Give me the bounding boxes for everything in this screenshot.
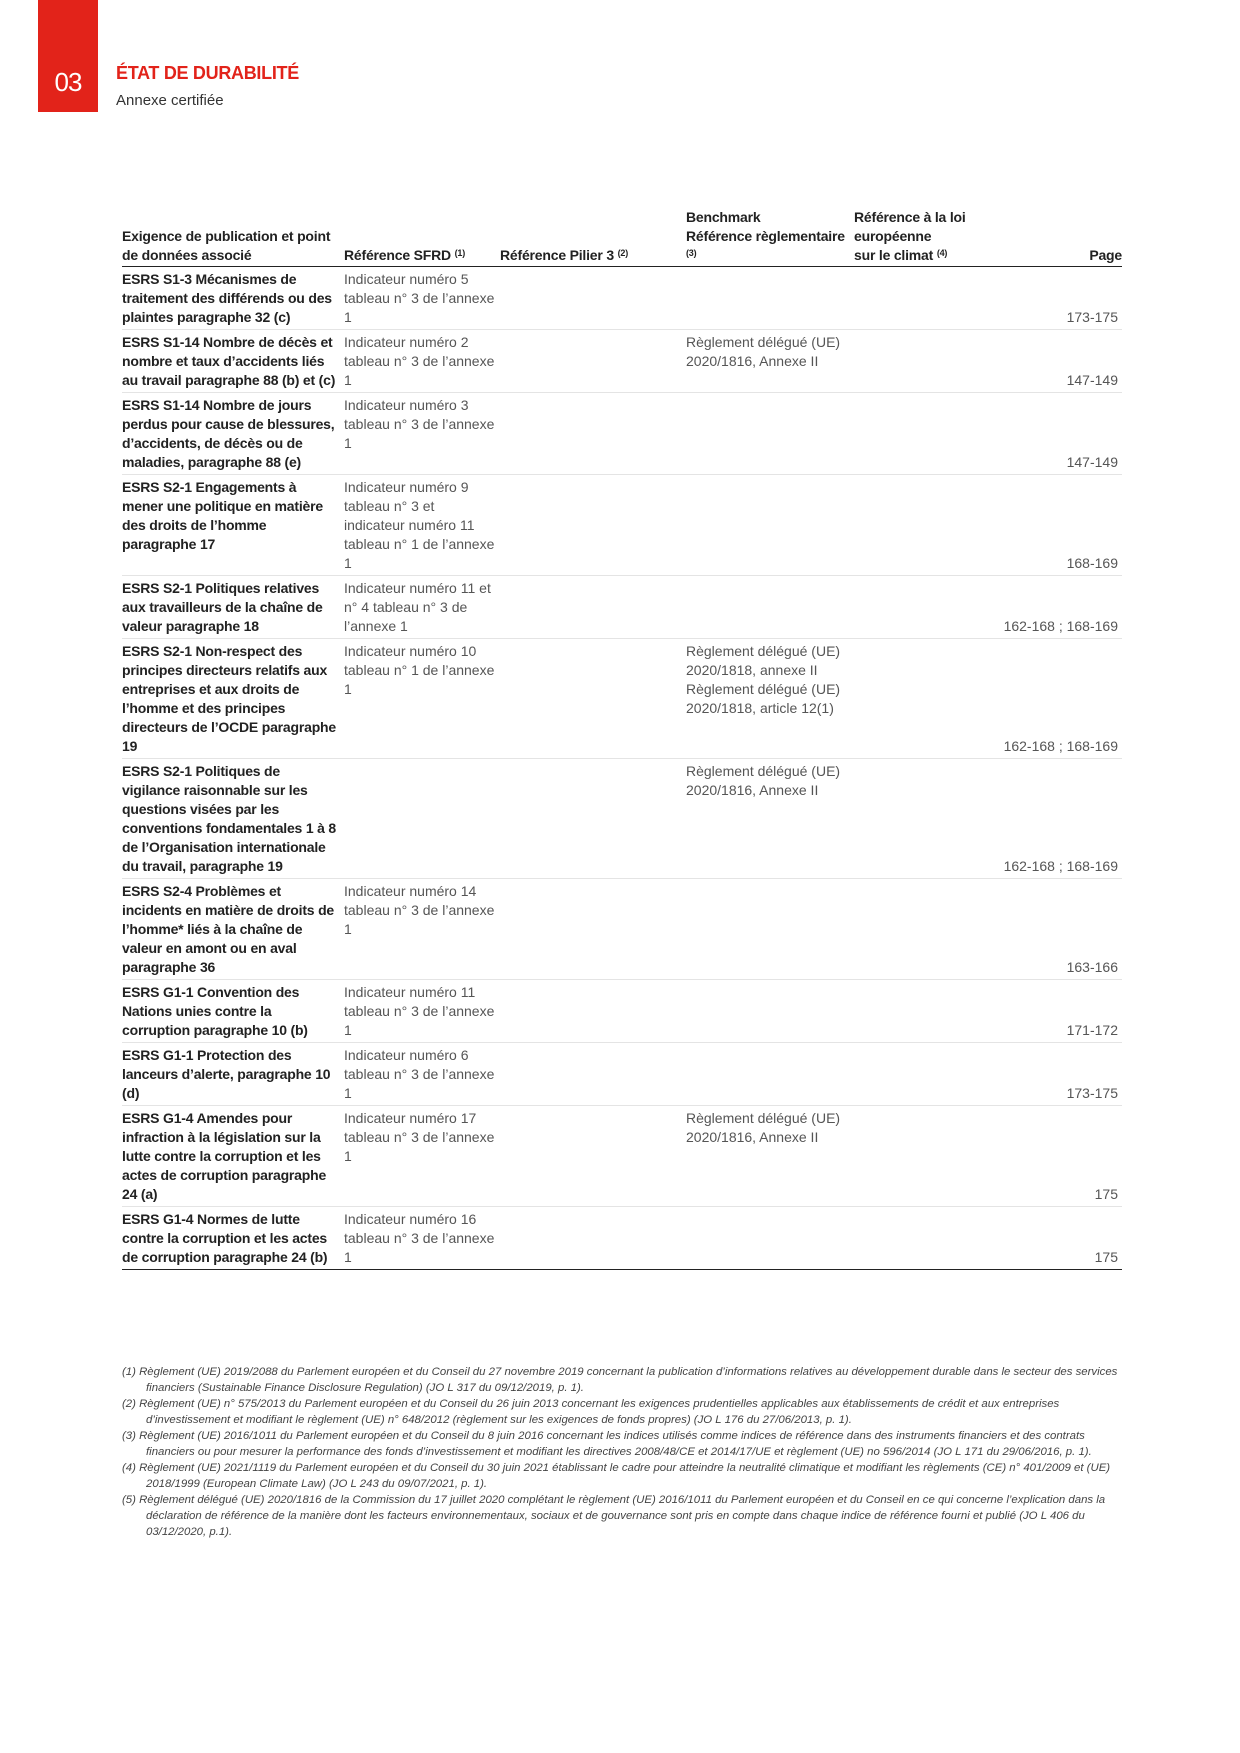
cell-requirement: ESRS S1-14 Nombre de jours perdus pour cause de blessures, d’accidents, de décès ou de maladies, paragraphe 88 (e) <box>122 393 344 475</box>
table-row <box>122 639 1122 759</box>
cell-sfrd: Indicateur numéro 11 et n° 4 tableau n° 3 de l’annexe 1 <box>344 576 500 639</box>
cell-climate <box>854 759 994 879</box>
cell-benchmark <box>686 267 854 330</box>
cell-climate <box>854 639 994 759</box>
cell-sfrd: Indicateur numéro 10 tableau n° 1 de l’annexe 1 <box>344 639 500 759</box>
cell-climate <box>854 393 994 475</box>
cell-sfrd: Indicateur numéro 9 tableau n° 3 et indicateur numéro 11 tableau n° 1 de l’annexe 1 <box>344 475 500 576</box>
footnote: (4) Règlement (UE) 2021/1119 du Parlement européen et du Conseil du 30 juin 2021 établissant le cadre pour atteindre la neutralité climatique et modifiant les règlements (CE) n° 401/2009 et (UE) 2018/1999 (European Climate Law) (JO L 243 du 09/07/2021, p. 1). <box>122 1462 1111 1490</box>
cell-sfrd: Indicateur numéro 3 tableau n° 3 de l’annexe 1 <box>344 393 500 475</box>
header-sfrd-note: (1) <box>454 248 466 258</box>
cell-climate <box>854 1043 994 1106</box>
section-title: ÉTAT DE DURABILITÉ <box>116 63 299 83</box>
footnote: (3) Règlement (UE) 2016/1011 du Parlement européen et du Conseil du 8 juin 2016 concernant les indices utilisés comme indices de référence dans des instruments financiers et des contrats financiers ou pour mesurer la performance des fonds d’investissement et modifiant les directives 2008/48/CE et 2014/17/UE et règlement (UE) no 596/2014 (JO L 171 du 29/06/2016, p. 1). <box>122 1430 1092 1458</box>
cell-benchmark <box>686 980 854 1043</box>
cell-requirement: ESRS S1-3 Mécanismes de traitement des différends ou des plaintes paragraphe 32 (c) <box>122 267 344 330</box>
cell-climate <box>854 330 994 393</box>
table-row <box>122 393 1122 475</box>
cell-benchmark <box>686 879 854 980</box>
cell-page: 175 <box>994 1207 1122 1270</box>
cell-pillar3 <box>500 759 686 879</box>
table-row <box>122 330 1122 393</box>
footnotes <box>122 1364 1122 1540</box>
cell-pillar3 <box>500 1207 686 1270</box>
cell-requirement: ESRS S2-1 Politiques de vigilance raisonnable sur les questions visées par les conventions fondamentales 1 à 8 de l’Organisation internationale du travail, paragraphe 19 <box>122 759 344 879</box>
cell-page: 163-166 <box>994 879 1122 980</box>
cell-benchmark: Règlement délégué (UE) 2020/1816, Annexe II <box>686 1106 854 1207</box>
section-tab <box>38 0 98 112</box>
cell-benchmark <box>686 1207 854 1270</box>
cell-requirement: ESRS S2-4 Problèmes et incidents en matière de droits de l’homme* liés à la chaîne de valeur en amont ou en aval paragraphe 36 <box>122 879 344 980</box>
footnote: (1) Règlement (UE) 2019/2088 du Parlement européen et du Conseil du 27 novembre 2019 concernant la publication d’informations relatives au développement durable dans le secteur des services financiers (Sustainable Finance Disclosure Regulation) (JO L 317 du 09/12/2019, p. 1). <box>122 1366 1118 1394</box>
cell-requirement: ESRS S2-1 Politiques relatives aux travailleurs de la chaîne de valeur paragraphe 18 <box>122 576 344 639</box>
header-pillar3: Référence Pilier 3 $^{(2)}$ <box>500 208 686 267</box>
cell-sfrd: Indicateur numéro 5 tableau n° 3 de l’annexe 1 <box>344 267 500 330</box>
section-number: 03 <box>54 67 82 97</box>
footnote: (2) Règlement (UE) n° 575/2013 du Parlement européen et du Conseil du 26 juin 2013 concernant les exigences prudentielles applicables aux établissements de crédit et aux entreprises d’investissement et modifiant le règlement (UE) n° 648/2012 (règlement sur les exigences de fonds propres) (JO L 176 du 27/06/2013, p. 1). <box>122 1398 1060 1426</box>
cell-pillar3 <box>500 879 686 980</box>
cell-benchmark <box>686 475 854 576</box>
cell-pillar3 <box>500 475 686 576</box>
cell-requirement: ESRS G1-1 Convention des Nations unies contre la corruption paragraphe 10 (b) <box>122 980 344 1043</box>
cell-climate <box>854 879 994 980</box>
cell-benchmark <box>686 576 854 639</box>
cell-requirement: ESRS S2-1 Engagements à mener une politique en matière des droits de l’homme paragraphe 17 <box>122 475 344 576</box>
cell-climate <box>854 475 994 576</box>
table-row <box>122 1106 1122 1207</box>
header-benchmark-note: (3) <box>686 248 697 258</box>
table-row <box>122 759 1122 879</box>
table-row <box>122 576 1122 639</box>
header-page: Page <box>994 208 1122 267</box>
cell-pillar3 <box>500 393 686 475</box>
cell-pillar3 <box>500 267 686 330</box>
cell-climate <box>854 576 994 639</box>
cell-page: 162-168 ; 168-169 <box>994 759 1122 879</box>
cell-sfrd: Indicateur numéro 14 tableau n° 3 de l’annexe 1 <box>344 879 500 980</box>
cell-requirement: ESRS G1-4 Amendes pour infraction à la législation sur la lutte contre la corruption et les actes de corruption paragraphe 24 (a) <box>122 1106 344 1207</box>
cell-sfrd: Indicateur numéro 16 tableau n° 3 de l’annexe 1 <box>344 1207 500 1270</box>
data-points-table <box>122 208 1122 1270</box>
cell-pillar3 <box>500 1106 686 1207</box>
cell-requirement: ESRS G1-1 Protection des lanceurs d’alerte, paragraphe 10 (d) <box>122 1043 344 1106</box>
header-benchmark: Benchmark Référence règlementaire $^{(3)}$ <box>686 208 854 267</box>
cell-benchmark <box>686 393 854 475</box>
header-sfrd: Référence SFRD $^{(1)}$ <box>344 208 500 267</box>
cell-requirement: ESRS S2-1 Non-respect des principes directeurs relatifs aux entreprises et aux droits de l’homme et des principes directeurs de l’OCDE paragraphe 19 <box>122 639 344 759</box>
table-header-row <box>122 208 1122 267</box>
cell-page: 175 <box>994 1106 1122 1207</box>
cell-pillar3 <box>500 576 686 639</box>
cell-requirement: ESRS G1-4 Normes de lutte contre la corruption et les actes de corruption paragraphe 24 (b) <box>122 1207 344 1270</box>
cell-benchmark: Règlement délégué (UE) 2020/1818, annexe II Règlement délégué (UE) 2020/1818, article 12(1) <box>686 639 854 759</box>
header-pillar3-note: (2) <box>617 248 629 258</box>
cell-requirement: ESRS S1-14 Nombre de décès et nombre et taux d’accidents liés au travail paragraphe 88 (b) et (c) <box>122 330 344 393</box>
cell-page: 162-168 ; 168-169 <box>994 639 1122 759</box>
table-row <box>122 879 1122 980</box>
cell-sfrd: Indicateur numéro 11 tableau n° 3 de l’annexe 1 <box>344 980 500 1043</box>
cell-pillar3 <box>500 1043 686 1106</box>
cell-pillar3 <box>500 980 686 1043</box>
cell-benchmark: Règlement délégué (UE) 2020/1816, Annexe II <box>686 759 854 879</box>
cell-sfrd: Indicateur numéro 2 tableau n° 3 de l’annexe 1 <box>344 330 500 393</box>
header-climate: Référence à la loi européenne sur le climat $^{(4)}$ <box>854 208 994 267</box>
cell-sfrd: Indicateur numéro 6 tableau n° 3 de l’annexe 1 <box>344 1043 500 1106</box>
cell-page: 147-149 <box>994 393 1122 475</box>
cell-sfrd <box>344 759 500 879</box>
footnote: (5) Règlement délégué (UE) 2020/1816 de la Commission du 17 juillet 2020 complétant le règlement (UE) 2016/1011 du Parlement européen et du Conseil en ce qui concerne l’explication dans la déclaration de référence de la manière dont les facteurs environnementaux, sociaux et de gouvernance sont pris en compte dans chaque indice de référence fourni et publié (JO L 406 du 03/12/2020, p.1). <box>122 1494 1106 1538</box>
table-row <box>122 980 1122 1043</box>
table-row <box>122 1043 1122 1106</box>
cell-climate <box>854 267 994 330</box>
cell-benchmark <box>686 1043 854 1106</box>
section-subtitle: Annexe certifiée <box>116 92 224 109</box>
cell-sfrd: Indicateur numéro 17 tableau n° 3 de l’annexe 1 <box>344 1106 500 1207</box>
cell-benchmark: Règlement délégué (UE) 2020/1816, Annexe II <box>686 330 854 393</box>
cell-climate <box>854 1207 994 1270</box>
table-row <box>122 475 1122 576</box>
cell-page: 168-169 <box>994 475 1122 576</box>
cell-page: 162-168 ; 168-169 <box>994 576 1122 639</box>
cell-page: 173-175 <box>994 1043 1122 1106</box>
cell-climate <box>854 1106 994 1207</box>
table-row <box>122 267 1122 330</box>
header-climate-note: (4) <box>936 248 948 258</box>
cell-pillar3 <box>500 330 686 393</box>
cell-climate <box>854 980 994 1043</box>
table-row <box>122 1207 1122 1270</box>
cell-pillar3 <box>500 639 686 759</box>
cell-page: 173-175 <box>994 267 1122 330</box>
cell-page: 171-172 <box>994 980 1122 1043</box>
cell-page: 147-149 <box>994 330 1122 393</box>
header-requirement: Exigence de publication et point de données associé <box>122 208 344 267</box>
table-body <box>122 267 1122 1270</box>
